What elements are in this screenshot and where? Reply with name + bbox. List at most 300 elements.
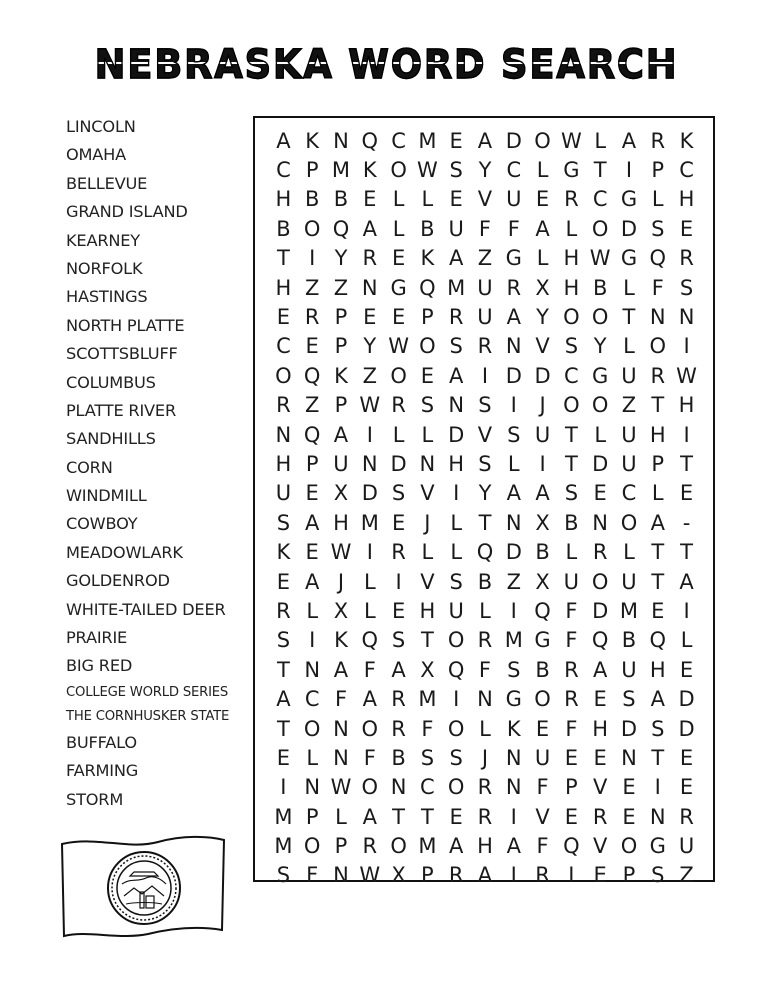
- grid-row: [269, 332, 701, 361]
- grid-letter: I: [510, 598, 517, 623]
- word-list-item: GRAND ISLAND: [66, 202, 188, 222]
- grid-letter: P: [565, 775, 578, 800]
- grid-letter: D: [505, 363, 522, 388]
- grid-letter: Y: [478, 158, 492, 183]
- grid-letter: K: [362, 158, 377, 183]
- grid-letter: U: [621, 657, 637, 682]
- grid-letter: G: [505, 246, 522, 271]
- grid-letter: E: [651, 598, 665, 623]
- grid-letter: O: [303, 834, 321, 859]
- grid-letter: P: [334, 393, 348, 418]
- grid-letter: L: [421, 187, 434, 212]
- grid-letter: O: [591, 305, 609, 330]
- grid-letter: M: [418, 834, 437, 859]
- grid-letter: B: [276, 216, 291, 241]
- grid-row: [269, 244, 701, 273]
- grid-letter: K: [276, 540, 291, 565]
- grid-letter: S: [276, 863, 291, 888]
- grid-letter: L: [363, 598, 376, 623]
- grid-letter: N: [621, 745, 637, 770]
- grid-letter: E: [391, 305, 406, 330]
- grid-letter: H: [275, 275, 292, 300]
- grid-letter: E: [276, 305, 291, 330]
- grid-letter: F: [478, 216, 492, 241]
- grid-letter: S: [478, 451, 492, 476]
- grid-row: [269, 361, 701, 390]
- grid-letter: E: [564, 745, 578, 770]
- grid-letter: T: [478, 510, 492, 535]
- grid-letter: E: [622, 775, 636, 800]
- grid-letter: P: [334, 834, 348, 859]
- grid-row: [269, 567, 701, 596]
- grid-letter: Z: [477, 246, 493, 271]
- word-list-item: FARMING: [66, 761, 139, 781]
- grid-letter: Z: [305, 275, 320, 300]
- grid-letter: Y: [593, 334, 607, 359]
- word-list-item: BELLEVUE: [66, 173, 148, 193]
- grid-letter: Z: [621, 393, 637, 418]
- grid-letter: O: [649, 334, 667, 359]
- grid-letter: W: [388, 334, 409, 359]
- grid-letter: T: [651, 569, 665, 594]
- word-search-grid-box: [253, 116, 715, 888]
- grid-letter: O: [447, 716, 465, 741]
- grid-letter: I: [366, 422, 373, 447]
- grid-letter: A: [362, 216, 377, 241]
- grid-letter: F: [507, 216, 520, 241]
- grid-letter: C: [621, 481, 637, 506]
- grid-letter: S: [507, 422, 521, 447]
- grid-letter: I: [510, 863, 517, 888]
- grid-letter: A: [305, 569, 320, 594]
- grid-letter: E: [535, 187, 550, 212]
- grid-letter: -: [682, 510, 691, 535]
- grid-letter: R: [564, 187, 579, 212]
- grid-letter: S: [564, 481, 579, 506]
- grid-letter: P: [334, 305, 348, 330]
- grid-letter: R: [679, 804, 694, 829]
- grid-letter: U: [534, 745, 551, 770]
- grid-letter: U: [275, 481, 292, 506]
- grid-letter: B: [420, 216, 435, 241]
- grid-letter: Q: [591, 628, 609, 653]
- grid-letter: Q: [332, 216, 350, 241]
- grid-letter: A: [592, 657, 608, 682]
- grid-letter: R: [276, 393, 291, 418]
- grid-letter: E: [363, 305, 377, 330]
- grid-letter: X: [535, 569, 550, 594]
- grid-letter: M: [504, 628, 523, 653]
- grid-letter: R: [564, 657, 579, 682]
- grid-letter: L: [565, 216, 578, 241]
- grid-letter: L: [421, 540, 434, 565]
- grid-letter: G: [563, 158, 580, 183]
- grid-letter: U: [563, 569, 580, 594]
- grid-letter: T: [420, 804, 434, 829]
- grid-letter: I: [453, 687, 460, 712]
- grid-letter: T: [593, 158, 607, 183]
- grid-letter: A: [506, 834, 521, 859]
- grid-letter: S: [478, 393, 492, 418]
- grid-letter: B: [477, 569, 493, 594]
- grid-letter: C: [276, 158, 291, 183]
- grid-letter: C: [420, 775, 435, 800]
- grid-letter: O: [361, 716, 379, 741]
- grid-letter: O: [591, 216, 609, 241]
- grid-letter: I: [481, 363, 489, 388]
- grid-letter: U: [448, 216, 464, 241]
- grid-letter: E: [593, 481, 607, 506]
- grid-letter: R: [650, 128, 666, 153]
- grid-letter: I: [309, 246, 316, 271]
- grid-letter: I: [568, 863, 575, 888]
- word-list-item: NORFOLK: [66, 258, 143, 278]
- grid-letter: C: [276, 334, 291, 359]
- grid-letter: S: [391, 628, 406, 653]
- grid-letter: X: [391, 863, 406, 888]
- grid-letter: E: [679, 481, 694, 506]
- grid-letter: P: [622, 863, 636, 888]
- grid-letter: A: [506, 481, 521, 506]
- word-list-item: BUFFALO: [66, 732, 137, 752]
- grid-letter: I: [654, 775, 661, 800]
- grid-row: [269, 391, 701, 420]
- grid-letter: E: [622, 804, 636, 829]
- grid-letter: R: [448, 305, 464, 330]
- grid-letter: A: [448, 246, 464, 271]
- grid-letter: X: [333, 481, 349, 506]
- word-list-item: LINCOLN: [66, 117, 136, 136]
- grid-letter: S: [651, 716, 665, 741]
- grid-letter: O: [534, 687, 551, 712]
- grid-letter: F: [565, 598, 578, 623]
- grid-letter: K: [334, 363, 348, 388]
- grid-letter: C: [506, 158, 522, 183]
- grid-letter: N: [304, 775, 321, 800]
- grid-letter: R: [391, 393, 406, 418]
- grid-letter: V: [592, 775, 608, 800]
- grid-letter: Q: [476, 540, 494, 565]
- word-list-item: BIG RED: [66, 656, 133, 676]
- grid-letter: P: [421, 863, 434, 888]
- grid-letter: A: [333, 657, 349, 682]
- grid-letter: I: [309, 628, 316, 653]
- grid-letter: E: [449, 187, 463, 212]
- word-list-item: GOLDENROD: [66, 571, 170, 591]
- grid-letter: B: [564, 510, 579, 535]
- word-list-item: SCOTTSBLUFF: [66, 344, 178, 364]
- grid-letter: L: [392, 422, 405, 447]
- grid-letter: A: [448, 834, 464, 859]
- grid-letter: T: [564, 422, 578, 447]
- word-list-item: OMAHA: [66, 145, 127, 165]
- grid-letter: G: [620, 187, 638, 212]
- grid-letter: R: [448, 863, 464, 888]
- grid-letter: P: [651, 451, 665, 476]
- grid-letter: H: [275, 451, 292, 476]
- grid-letter: W: [560, 128, 582, 153]
- grid-letter: P: [421, 305, 434, 330]
- grid-letter: S: [276, 628, 291, 653]
- grid-letter: M: [331, 158, 351, 183]
- grid-letter: J: [481, 745, 489, 770]
- grid-row: [269, 155, 701, 184]
- grid-letter: U: [477, 305, 493, 330]
- grid-row: [269, 479, 701, 508]
- grid-letter: H: [333, 510, 349, 535]
- grid-letter: N: [333, 745, 349, 770]
- grid-letter: W: [417, 158, 438, 183]
- grid-letter: S: [420, 745, 435, 770]
- grid-letter: Y: [334, 246, 348, 271]
- grid-row: [269, 302, 701, 331]
- grid-letter: E: [305, 334, 319, 359]
- grid-letter: N: [678, 305, 695, 330]
- grid-letter: Q: [303, 363, 321, 388]
- grid-letter: V: [592, 834, 608, 859]
- grid-letter: I: [510, 804, 517, 829]
- grid-row: [269, 802, 701, 831]
- grid-letter: K: [334, 628, 348, 653]
- grid-letter: D: [678, 687, 695, 712]
- grid-letter: W: [676, 363, 697, 388]
- grid-letter: O: [419, 334, 436, 359]
- grid-letter: L: [335, 804, 347, 829]
- grid-letter: F: [363, 657, 376, 682]
- grid-letter: E: [305, 540, 319, 565]
- grid-letter: R: [276, 598, 291, 623]
- grid-letter: A: [679, 569, 694, 594]
- grid-letter: A: [535, 216, 550, 241]
- grid-row: [269, 508, 701, 537]
- grid-letter: N: [333, 716, 349, 741]
- grid-letter: T: [651, 540, 665, 565]
- grid-letter: S: [449, 158, 463, 183]
- grid-letter: G: [534, 628, 551, 653]
- grid-letter: L: [623, 275, 635, 300]
- grid-letter: S: [507, 657, 521, 682]
- grid-letter: R: [477, 334, 493, 359]
- grid-letter: H: [419, 598, 436, 623]
- grid-letter: M: [418, 128, 437, 153]
- grid-letter: N: [333, 863, 349, 888]
- grid-letter: F: [651, 275, 664, 300]
- grid-letter: T: [680, 540, 693, 565]
- grid-letter: Q: [563, 834, 580, 859]
- grid-letter: O: [534, 128, 551, 153]
- word-list-item: COWBOY: [66, 514, 138, 534]
- grid-letter: Q: [447, 657, 465, 682]
- word-list-item: SANDHILLS: [66, 429, 156, 449]
- grid-letter: R: [679, 246, 694, 271]
- grid-letter: E: [679, 745, 694, 770]
- grid-letter: I: [395, 569, 402, 594]
- grid-letter: A: [391, 657, 406, 682]
- word-list: [66, 116, 251, 817]
- grid-letter: H: [592, 716, 609, 741]
- grid-letter: R: [304, 305, 320, 330]
- word-list-item: NORTH PLATTE: [66, 315, 185, 335]
- grid-letter: P: [305, 804, 319, 829]
- grid-letter: L: [363, 569, 376, 594]
- grid-letter: D: [620, 216, 638, 241]
- grid-letter: W: [330, 540, 352, 565]
- grid-letter: R: [564, 687, 579, 712]
- grid-letter: F: [565, 628, 578, 653]
- grid-letter: E: [679, 216, 694, 241]
- grid-letter: A: [333, 422, 349, 447]
- grid-letter: L: [651, 187, 664, 212]
- grid-letter: I: [625, 158, 633, 183]
- word-list-item: HASTINGS: [66, 287, 148, 307]
- grid-letter: V: [477, 187, 493, 212]
- grid-letter: S: [391, 481, 406, 506]
- grid-letter: K: [305, 128, 320, 153]
- grid-letter: N: [448, 393, 465, 418]
- grid-letter: T: [564, 451, 578, 476]
- grid-letter: L: [507, 451, 520, 476]
- grid-letter: N: [505, 334, 522, 359]
- grid-letter: N: [361, 275, 378, 300]
- grid-letter: N: [390, 775, 407, 800]
- grid-letter: O: [361, 775, 379, 800]
- grid-letter: E: [679, 657, 694, 682]
- grid-row: [269, 185, 701, 214]
- grid-letter: Z: [362, 363, 377, 388]
- grid-letter: O: [303, 716, 321, 741]
- grid-letter: O: [563, 393, 580, 418]
- grid-letter: H: [275, 187, 292, 212]
- grid-letter: X: [420, 657, 435, 682]
- word-list-item: KEARNEY: [66, 230, 140, 250]
- grid-letter: M: [447, 275, 466, 300]
- grid-letter: D: [592, 598, 609, 623]
- grid-letter: P: [305, 158, 319, 183]
- grid-letter: R: [650, 363, 666, 388]
- grid-letter: D: [505, 540, 522, 565]
- grid-letter: R: [391, 716, 406, 741]
- grid-letter: F: [536, 834, 549, 859]
- grid-letter: Z: [305, 393, 320, 418]
- grid-letter: O: [620, 834, 638, 859]
- grid-letter: A: [506, 305, 521, 330]
- grid-letter: N: [505, 745, 522, 770]
- grid-letter: A: [477, 128, 493, 153]
- grid-letter: T: [276, 657, 290, 682]
- word-list-item: STORM: [66, 789, 124, 809]
- grid-letter: E: [305, 481, 319, 506]
- grid-letter: E: [391, 598, 406, 623]
- grid-letter: M: [360, 510, 379, 535]
- grid-letter: Y: [478, 481, 492, 506]
- grid-letter: R: [477, 628, 493, 653]
- grid-letter: T: [680, 451, 693, 476]
- grid-row: [269, 684, 701, 713]
- grid-letter: N: [275, 422, 292, 447]
- grid-row: [269, 861, 701, 890]
- grid-letter: U: [621, 569, 637, 594]
- grid-letter: F: [363, 745, 376, 770]
- grid-letter: O: [447, 628, 465, 653]
- grid-letter: E: [363, 187, 377, 212]
- grid-letter: F: [306, 863, 319, 888]
- grid-letter: L: [306, 598, 319, 623]
- grid-row: [269, 626, 701, 655]
- grid-letter: E: [593, 863, 607, 888]
- grid-letter: T: [276, 246, 290, 271]
- grid-letter: G: [592, 363, 609, 388]
- grid-letter: S: [651, 863, 665, 888]
- grid-letter: E: [391, 510, 406, 535]
- grid-letter: B: [333, 187, 349, 212]
- grid-row: [269, 743, 701, 772]
- grid-letter: U: [477, 275, 493, 300]
- word-list-item: PRAIRIE: [66, 628, 128, 648]
- grid-letter: E: [276, 745, 291, 770]
- grid-row: [269, 273, 701, 302]
- grid-letter: Q: [419, 275, 436, 300]
- grid-letter: N: [477, 687, 493, 712]
- grid-letter: L: [594, 422, 607, 447]
- word-list-item: THE CORNHUSKER STATE: [66, 708, 230, 724]
- grid-letter: H: [649, 657, 666, 682]
- grid-letter: K: [506, 716, 521, 741]
- grid-letter: L: [680, 628, 693, 653]
- grid-letter: Q: [649, 628, 667, 653]
- grid-letter: A: [448, 363, 464, 388]
- grid-letter: R: [477, 775, 493, 800]
- grid-letter: W: [330, 775, 352, 800]
- grid-letter: Z: [506, 569, 521, 594]
- grid-letter: I: [510, 393, 517, 418]
- grid-letter: J: [539, 393, 546, 418]
- grid-letter: Q: [361, 128, 379, 153]
- grid-letter: T: [651, 393, 665, 418]
- grid-row: [269, 420, 701, 449]
- grid-letter: G: [620, 246, 638, 271]
- grid-letter: V: [535, 334, 550, 359]
- grid-letter: E: [679, 775, 694, 800]
- grid-letter: H: [678, 187, 695, 212]
- grid-letter: O: [591, 393, 609, 418]
- grid-letter: O: [591, 569, 609, 594]
- grid-letter: B: [304, 187, 320, 212]
- grid-letter: G: [390, 275, 407, 300]
- grid-letter: F: [536, 775, 549, 800]
- grid-letter: E: [449, 128, 463, 153]
- word-list-item: CORN: [66, 457, 113, 477]
- grid-letter: D: [505, 128, 522, 153]
- word-list-item: COLUMBUS: [66, 372, 156, 392]
- grid-letter: L: [536, 158, 549, 183]
- grid-letter: S: [449, 334, 463, 359]
- grid-letter: C: [679, 158, 694, 183]
- grid-letter: N: [592, 510, 609, 535]
- grid-letter: L: [623, 334, 635, 359]
- grid-letter: R: [592, 540, 608, 565]
- word-list-item: PLATTE RIVER: [66, 400, 177, 420]
- grid-letter: F: [565, 716, 578, 741]
- grid-letter: U: [506, 187, 522, 212]
- grid-letter: S: [276, 510, 291, 535]
- grid-letter: N: [419, 451, 436, 476]
- grid-letter: U: [621, 451, 637, 476]
- grid-letter: O: [563, 305, 580, 330]
- grid-letter: M: [619, 598, 639, 623]
- grid-letter: S: [449, 745, 463, 770]
- grid-letter: F: [478, 657, 492, 682]
- grid-letter: L: [536, 246, 549, 271]
